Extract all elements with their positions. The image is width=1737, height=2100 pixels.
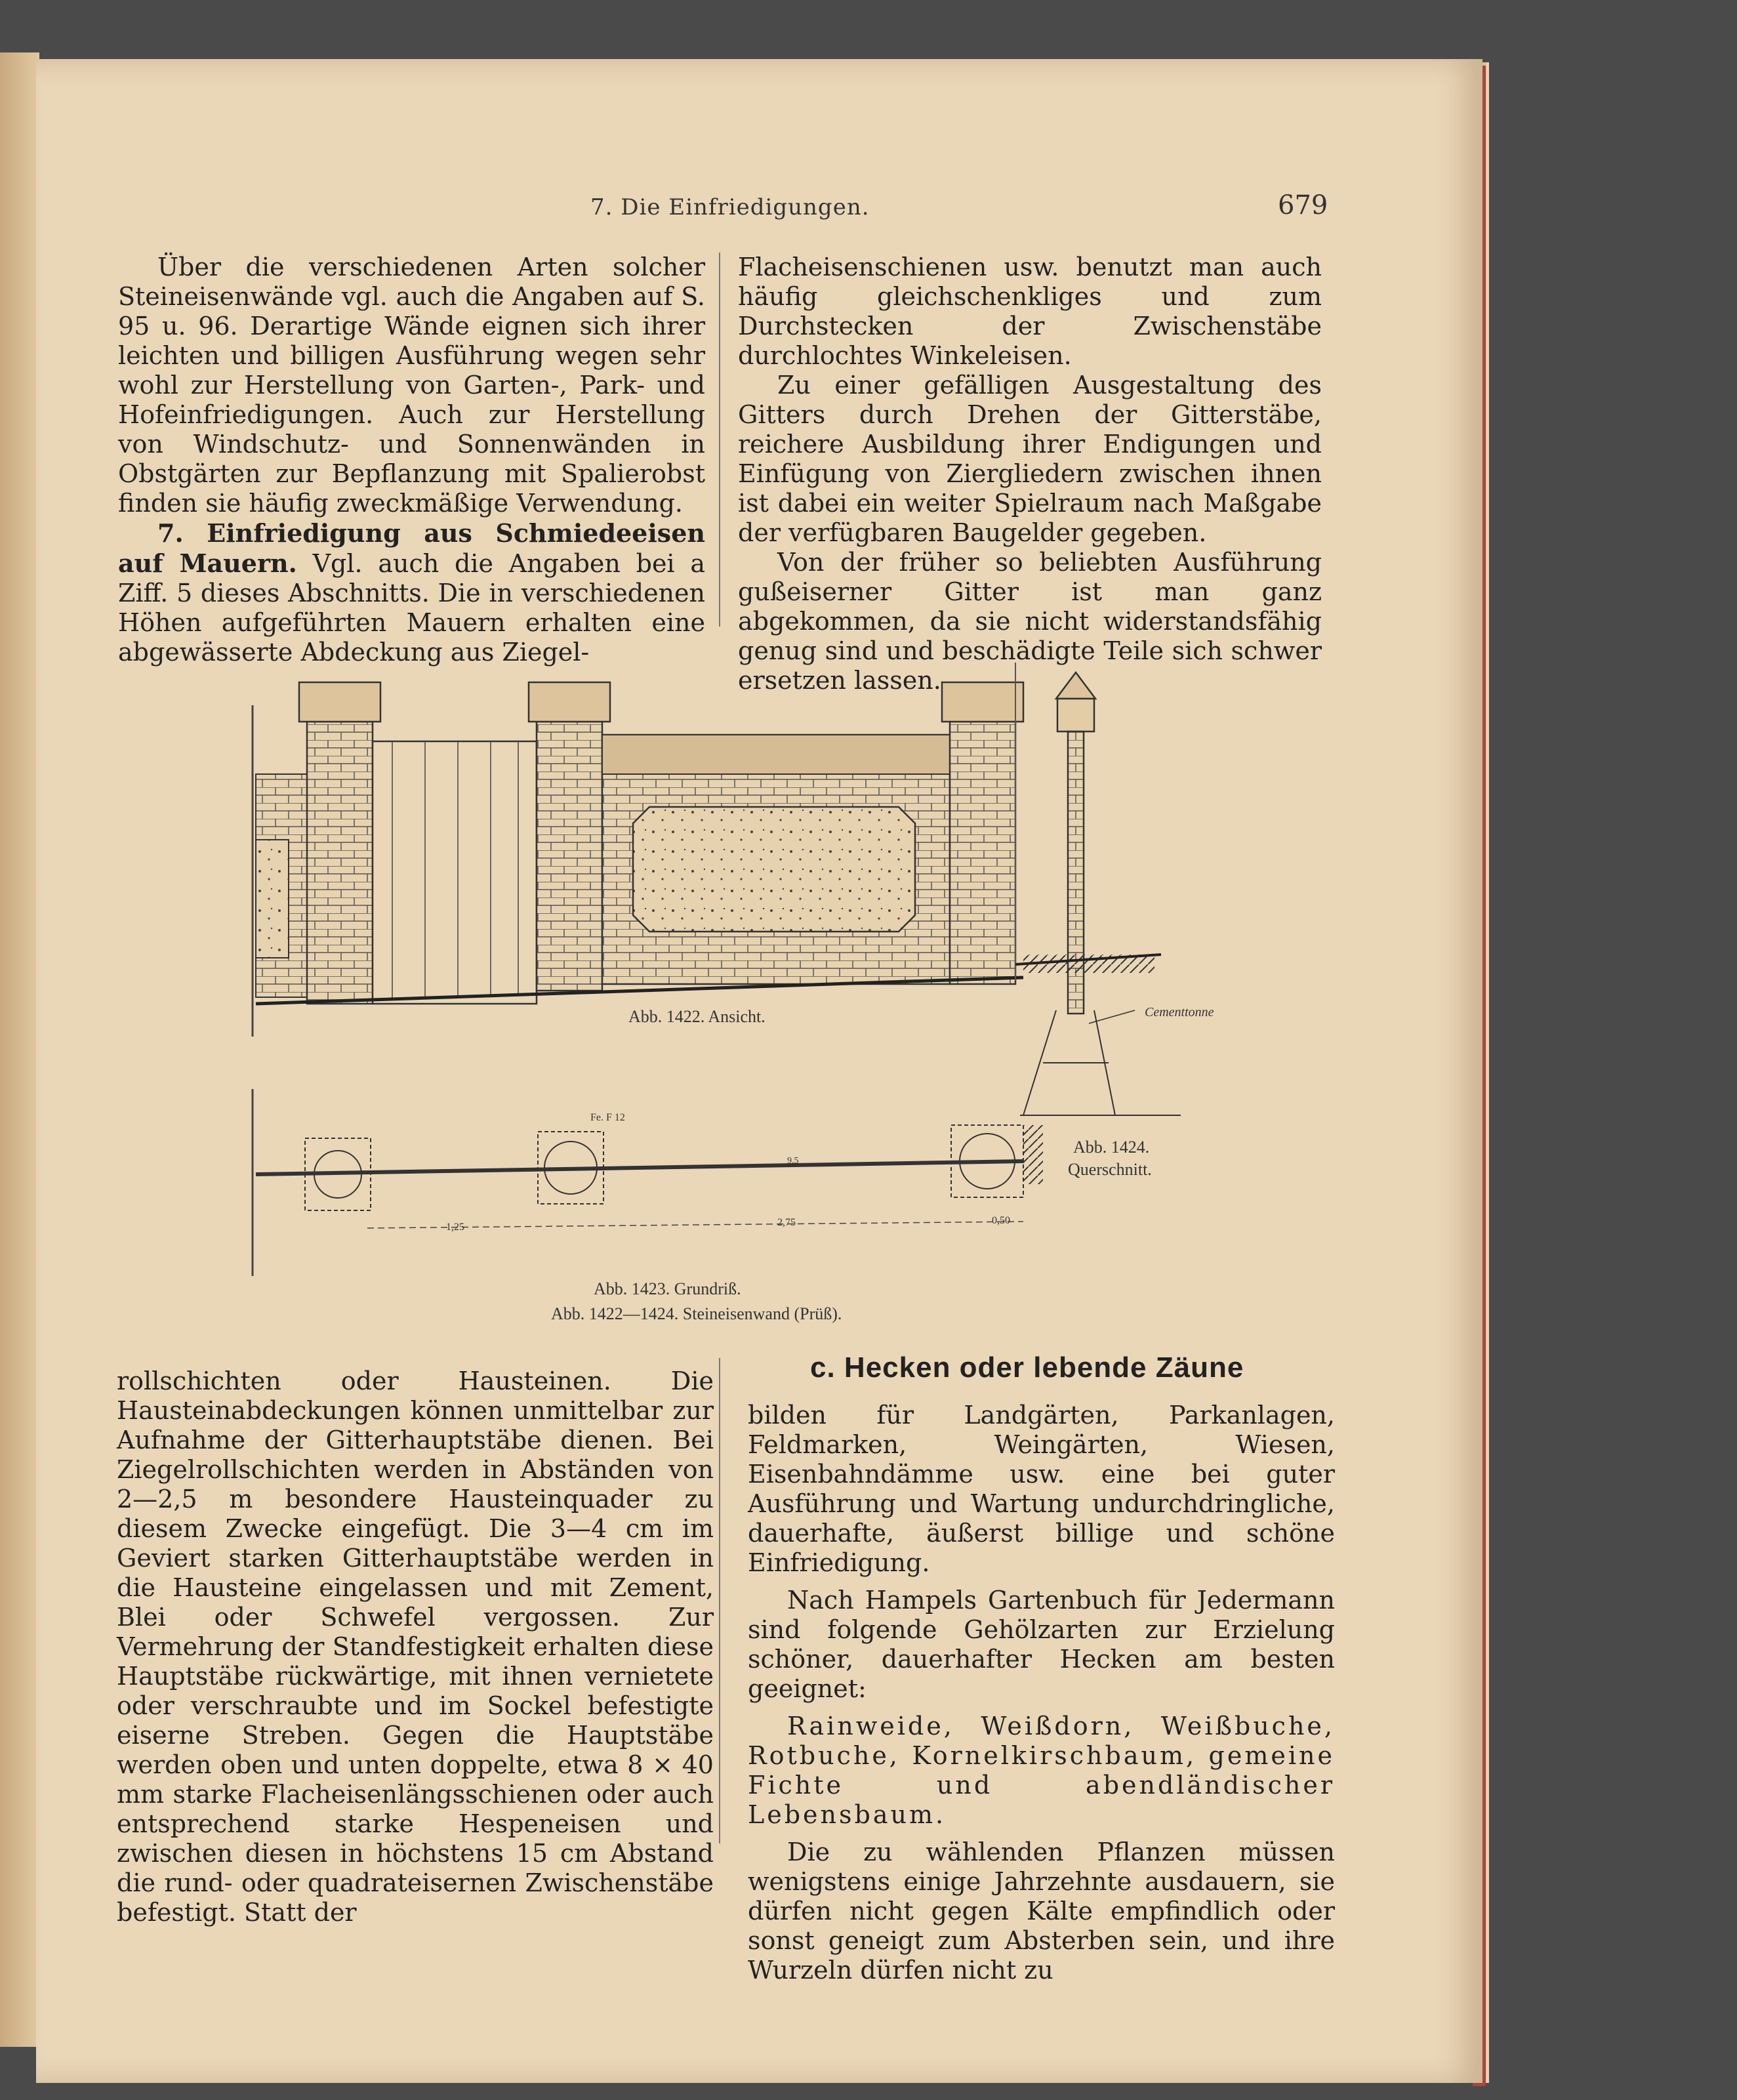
figure-dimension: Fe. F 12: [590, 1112, 625, 1123]
cross-section-drawing: [1015, 672, 1181, 1115]
paragraph: Von der früher so beliebten Ausführung gußeiserner Gitter ist man ganz abgekommen, da sie nicht widerstandsfähig genug sind und beschädigte Teile sich schwer ersetzen lassen.: [738, 548, 1322, 695]
plan-drawing: [253, 1089, 1043, 1276]
figure-dimension: 0,50: [992, 1215, 1010, 1226]
pillar-middle: [537, 722, 602, 991]
caption-1423: Abb. 1423. Grundriß.: [594, 1279, 741, 1298]
gate-panel: [373, 741, 537, 1004]
caption-figure-group: Abb. 1422—1424. Steineisenwand (Prüß).: [551, 1304, 842, 1323]
paragraph: Die zu wählenden Pflanzen müssen wenigstens einige Jahrzehnte ausdauern, sie dürfen nicht gegen Kälte empfindlich oder sonst geneigt zum Absterben sein, und ihre Wurzeln dürfen nicht zu: [748, 1838, 1335, 1985]
paragraph-text: Vgl. auch die Angaben bei a Ziff. 5 dieses Abschnitts. Die in verschiedenen Höhen aufgeführten Mauern erhalten eine abgewässerte Abdeckung aus Ziegel-: [118, 549, 705, 667]
section-heading: c. Hecken oder lebende Zäune: [810, 1351, 1244, 1384]
pillar-left: [307, 722, 373, 1004]
caption-1422: Abb. 1422. Ansicht.: [628, 1007, 766, 1026]
caption-1424: Abb. 1424.: [1073, 1138, 1150, 1157]
bottom-left-column: [117, 1367, 714, 1927]
paragraph: Zu einer gefälligen Ausgestaltung des Gitters durch Drehen der Gitterstäbe, reichere Ausbildung ihrer Endigungen und Einfügung von Ziergliedern zwischen ihnen ist dabei ein weiter Spielraum nach Maßgabe der verfügbaren Baugelder gegeben.: [738, 371, 1322, 547]
caption-1424-sub: Querschnitt.: [1068, 1160, 1152, 1179]
bottom-right-column: [748, 1401, 1335, 1985]
page-number: 679: [1278, 190, 1328, 220]
paragraph: Rainweide, Weißdorn, Weißbuche, Rotbuche, Kornelkirschbaum, gemeine Fichte und abendländischer Lebensbaum.: [748, 1712, 1335, 1829]
paragraph: bilden für Landgärten, Parkanlagen, Feldmarken, Weingärten, Wiesen, Eisenbahndämme usw. eine bei guter Ausführung und Wartung undurchdringliche, dauerhafte, äußerst billige und schöne Einfriedigung.: [748, 1401, 1335, 1577]
running-title: 7. Die Einfriedigungen.: [590, 194, 870, 220]
figure-dimension: 1,25: [446, 1222, 464, 1233]
figure-dimension: 9,5: [787, 1156, 799, 1166]
column-rule: [719, 1358, 720, 1843]
section-heading: 7. Einfriedigung aus Schmiedeeisen auf Mauern.: [118, 518, 705, 578]
figure-label-cement: Cementtonne: [1145, 1005, 1214, 1019]
pillar-right: [950, 722, 1015, 984]
elevation-drawing: [253, 663, 1023, 1037]
paragraph: Über die verschiedenen Arten solcher Steineisenwände vgl. auch die Angaben auf S. 95 u. 96. Derartige Wände eignen sich ihrer leichten und billigen Ausführung wegen sehr wohl zur Herstellung von Garten-, Park- und Hofeinfriedigungen. Auch zur Herstellung von Windschutz- und Sonnenwänden in Obstgärten zur Bepflanzung mit Spalierobst finden sie häufig zweckmäßige Verwendung.: [118, 253, 705, 518]
paragraph: Flacheisenschienen usw. benutzt man auch häufig gleichschenkliges und zum Durchstecken der Zwischenstäbe durchlochtes Winkeleisen.: [738, 253, 1322, 370]
figure-dimension: 2,75: [777, 1217, 796, 1228]
paragraph: rollschichten oder Hausteinen. Die Hausteinabdeckungen können unmittelbar zur Aufnahme der Gitterhauptstäbe dienen. Bei Ziegelrollschichten werden in Abständen von 2—2,5 m besondere Hausteinquader zu diesem Zwecke eingefügt. Die 3—4 cm im Geviert starken Gitterhauptstäbe werden in die Hausteine eingelassen und mit Zement, Blei oder Schwefel vergossen. Zur Vermehrung der Standfestigkeit erhalten diese Hauptstäbe rückwärtige, mit ihnen vernietete oder verschraubte und im Sockel befestigte eiserne Streben. Gegen die Hauptstäbe werden oben und unten doppelte, etwa 8 × 40 mm starke Flacheisenlängsschienen oder auch entsprechend starke Hespeneisen und zwischen diesen in höchstens 15 cm Abstand die rund- oder quadrateisernen Zwischenstäbe befestigt. Statt der: [117, 1367, 714, 1927]
paragraph: Nach Hampels Gartenbuch für Jedermann sind folgende Gehölzarten zur Erzielung schöner, dauerhafter Hecken am besten geeignet:: [748, 1586, 1335, 1703]
